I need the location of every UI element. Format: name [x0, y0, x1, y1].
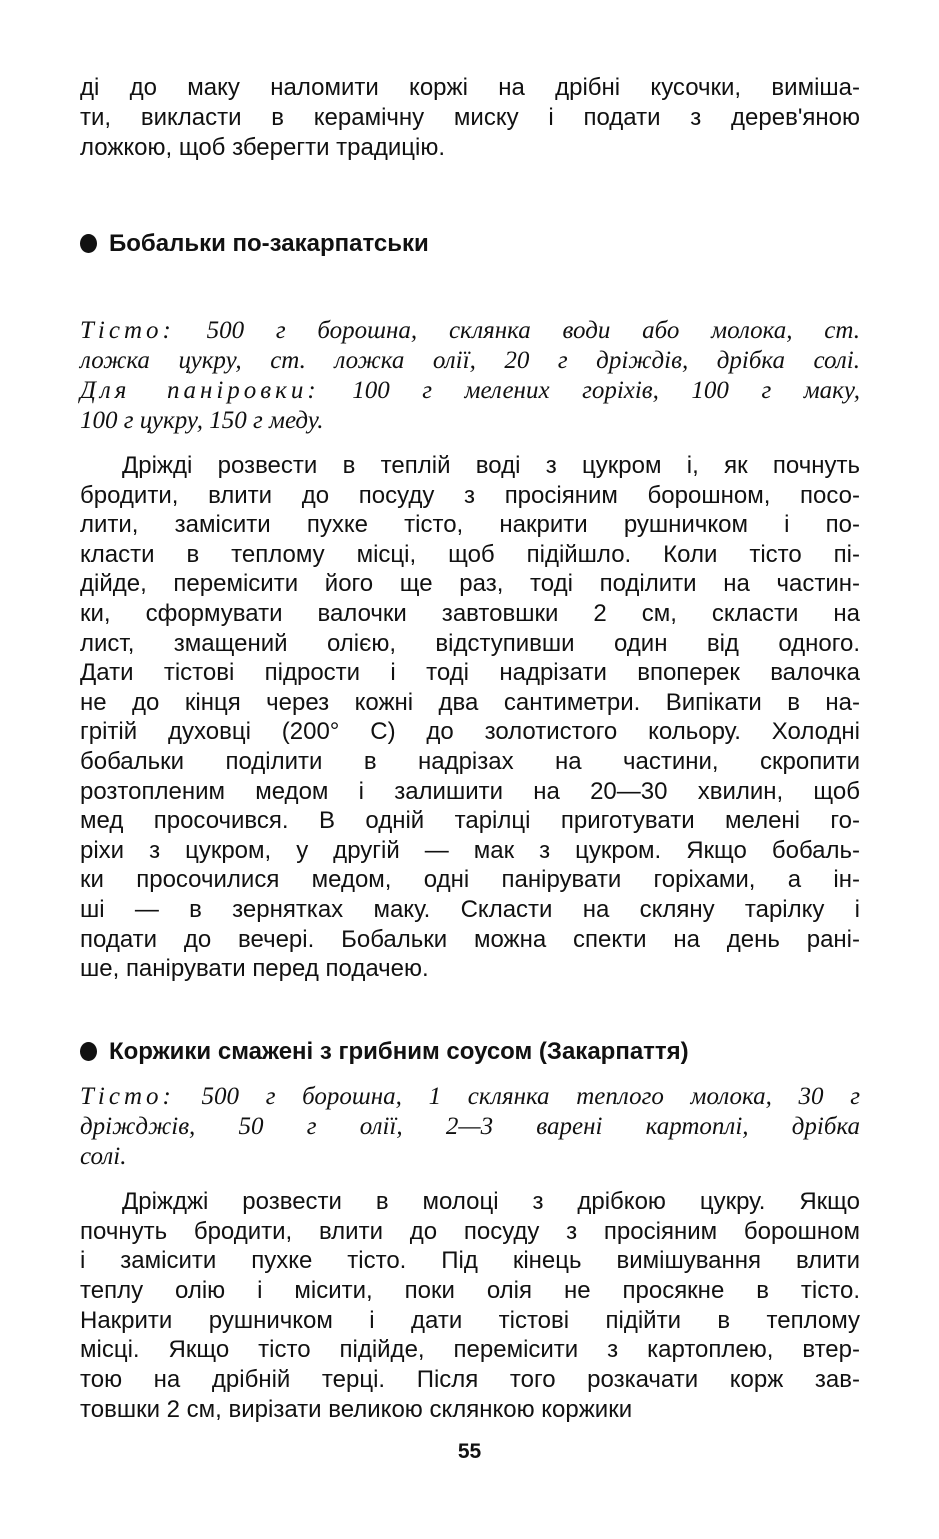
ingredients	[80, 316, 860, 436]
ingredient-label: Для панірoвки:	[80, 377, 320, 404]
bullet-icon	[80, 1042, 97, 1061]
text-line: бобальки поділити в надрізах на частини, скропити	[80, 747, 860, 775]
ingredient-text: дріжджів, 50 г олії, 2—3 варені картоплі, дрібка	[80, 1113, 860, 1140]
text-line: класти в теплому місці, щоб підійшло. Коли тісто пі-	[80, 540, 860, 568]
text-line: місці. Якщо тісто підійде, перемісити з картоплею, втер-	[80, 1336, 860, 1364]
recipe-title	[80, 230, 429, 258]
recipe-title-text: Бобальки по-закарпатськи	[109, 230, 429, 257]
text-line: ложкою, щоб зберегти традицію.	[80, 134, 446, 161]
page-number: 55	[457, 1440, 482, 1463]
text-line: теплу олію і місити, поки олія не просякне в тісто.	[80, 1277, 860, 1305]
text-line: бродити, влити до посуду з просіяним борошном, посо-	[80, 481, 860, 509]
recipe-body	[80, 451, 860, 984]
text-line: тою на дрібній терці. Після того розкачати корж зав-	[80, 1366, 860, 1394]
text-line: мед просочився. В одній тарілці приготувати мелені го-	[80, 807, 860, 835]
text-line: ки, сформувати валочки завтовшки 2 см, скласти на	[80, 599, 860, 627]
recipe-title	[80, 1038, 689, 1066]
ingredient-text: 100 г цукру, 150 г меду.	[80, 407, 324, 434]
text-line: і замісити пухке тісто. Під кінець вимішування влити	[80, 1247, 860, 1275]
text-line: Дріжджі розвести в молоці з дрібкою цукру. Якщо	[122, 1188, 860, 1215]
text-line: ки просочилися медом, одні панірувати горіхами, а ін-	[80, 866, 860, 894]
recipe-body	[80, 1187, 860, 1425]
text-line: ріхи з цукром, у другій — мак з цукром. Якщо бобаль-	[80, 836, 860, 864]
ingredient-label: Тісто:	[80, 317, 175, 344]
text-line: Дріжді розвести в теплій воді з цукром і, як почнуть	[122, 452, 860, 479]
ingredient-text: солі.	[80, 1143, 127, 1170]
text-line: грітій духовці (200° С) до золотистого кольору. Холодні	[80, 718, 860, 746]
text-line: ше, панірувати перед подачею.	[80, 955, 429, 983]
ingredient-label: Тісто:	[80, 1083, 175, 1110]
text-line: лист, змащений олією, відступивши один від одного.	[80, 629, 860, 657]
text-line: не до кінця через кожні два сантиметри. Випікати в на-	[80, 688, 860, 716]
text-line: почнуть бродити, влити до посуду з просіяним борошном	[80, 1217, 860, 1245]
ingredient-text: 500 г борошна, склянка води або молока, ст.	[174, 317, 860, 344]
intro-paragraph	[80, 73, 860, 163]
ingredient-text: ложка цукру, ст. ложка олії, 20 г дріждів, дрібка солі.	[80, 347, 860, 374]
text-line: ші — в зернятках маку. Скласти на скляну тарілку і	[80, 895, 860, 923]
text-line: Дати тістові підрости і тоді надрізати впоперек валочка	[80, 659, 860, 687]
recipe-title-text: Коржики смажені з грибним соусом (Закарпаття)	[109, 1038, 689, 1065]
text-line: товшки 2 см, вирізати великою склянкою коржики	[80, 1395, 633, 1423]
text-line: розтопленим медом і залишити на 20—30 хвилин, щоб	[80, 777, 860, 805]
text-line: ді до маку наломити коржі на дрібні кусочки, вимішa-	[80, 74, 860, 101]
text-line: лити, замісити пухке тісто, накрити рушничком і по-	[80, 511, 860, 539]
text-line: ти, викласти в керамічну миску і подати з дерев'яною	[80, 104, 860, 131]
text-line: подати до вечері. Бобальки можна спекти на день рані-	[80, 925, 860, 953]
ingredient-text: 500 г борошна, 1 склянка теплого молока, 30 г	[174, 1083, 860, 1110]
text-line: дійде, перемісити його ще раз, тоді поділити на частин-	[80, 570, 860, 598]
bullet-icon	[80, 234, 97, 253]
ingredients	[80, 1082, 860, 1172]
ingredient-text: 100 г мелених горіхів, 100 г маку,	[319, 377, 860, 404]
text-line: Накрити рушничком і дати тістові підійти в теплому	[80, 1306, 860, 1334]
